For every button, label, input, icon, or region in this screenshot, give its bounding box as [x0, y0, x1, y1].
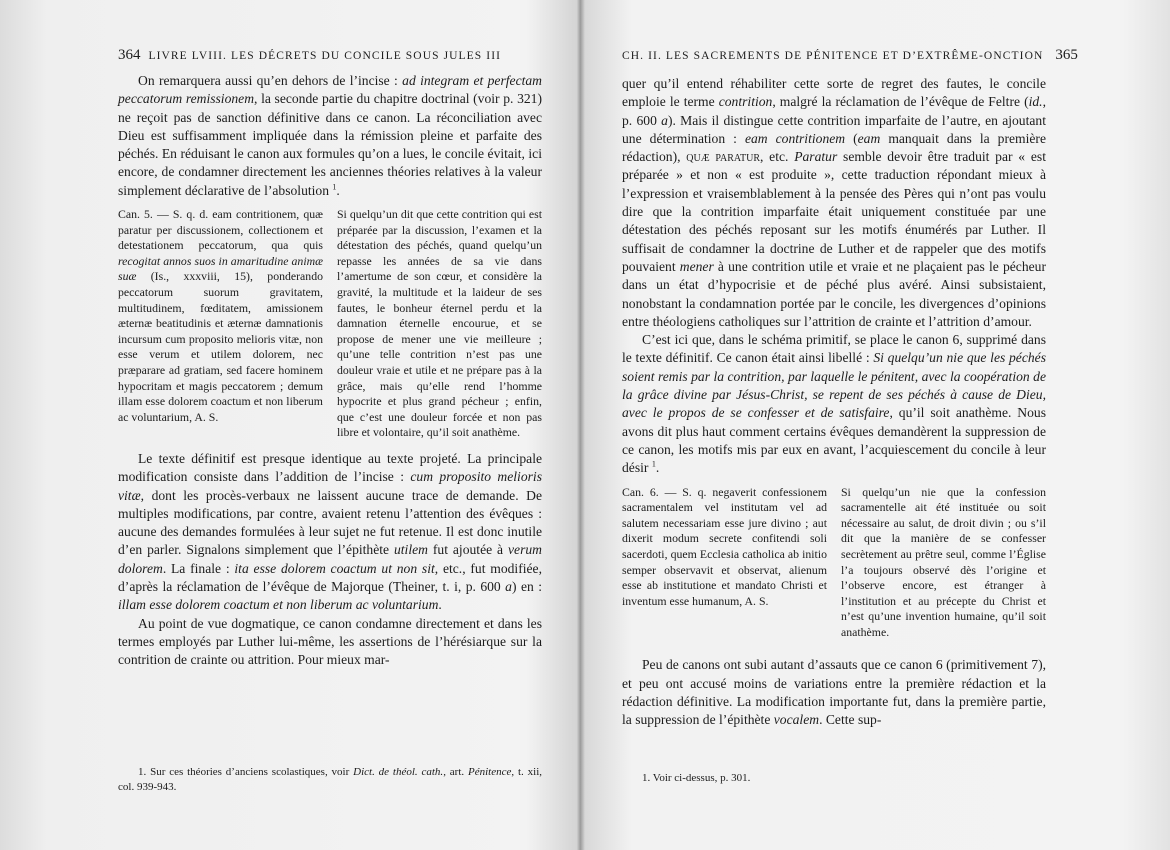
italic-run: a	[661, 112, 668, 128]
left-running-head-text: LIVRE LVIII. LES DÉCRETS DU CONCILE SOUS JULES III	[148, 50, 502, 62]
right-footnote	[622, 771, 1046, 786]
italic-run: Pénitence	[468, 766, 512, 778]
text-run: , qu’il soit anathème. Nous avons dit plus haut comment certains évêques demandèrent la suppression de ce canon, les motifs mis par eux en avant, l’acquiescement du concile à leur désir	[622, 405, 1046, 476]
left-footnote	[118, 765, 542, 795]
text-run: .	[655, 460, 660, 476]
text-run: quer qu’il entend réhabiliter cette sorte de regret des fautes, le concile emploie le terme	[622, 76, 1046, 110]
italic-run: ad integram et perfectam peccatorum remissionem	[118, 73, 542, 107]
italic-run: Paratur	[794, 149, 838, 165]
canon-5-latin	[118, 207, 323, 441]
text-run: , etc., fut modifiée, d’après la réclamation de l’évêque de Majorque (Theiner, t. i, p. 600	[118, 560, 542, 595]
text-run: (	[845, 130, 858, 146]
right-page	[584, 0, 1170, 850]
italic-run: verum dolorem	[118, 542, 542, 576]
right-paragraph-2	[622, 331, 1046, 477]
text-run: , malgré la réclamation de l’évêque de Feltre (	[772, 94, 1029, 110]
text-run: 1. Sur ces théories d’anciens scolastiques, voir	[138, 766, 354, 778]
text-run: .	[336, 182, 340, 198]
italic-run: vocalem	[773, 712, 820, 728]
text-run: Can. 5. — S. q. d. eam contritionem, quæ paratur per discussionem, collectionem et detestationem peccatorum, qua quis	[118, 207, 323, 253]
italic-run: recogitat annos suos in amaritudine animæ suæ	[118, 253, 323, 284]
italic-run: eam contritionem	[744, 130, 846, 146]
italic-run: a	[505, 579, 512, 595]
italic-run: mener	[679, 258, 714, 274]
text-run: .	[438, 597, 442, 613]
right-paragraph-1	[622, 75, 1046, 331]
small-caps-run: quæ paratur	[686, 149, 761, 165]
text-run: , p. 600	[622, 94, 1046, 128]
text-run: Le texte définitif est presque identique au texte projeté. La principale modification consiste dans l’addition de l’incise :	[118, 450, 542, 485]
right-running-head	[622, 47, 1078, 64]
footnote-ref: 1	[332, 182, 337, 192]
right-page-number: 365	[1055, 47, 1078, 63]
text-run: fut ajoutée à	[427, 542, 509, 558]
canon-6-french: Si quelqu’un nie que la confession sacramentelle ait été instituée ou soit nécessaire au salut, de droit divin ; ou s’il dit que la manière de se confesser secrètement au prêtre seul, comme l’Église l’a toujours observé dès l’origine et l’observe encore, est étranger à l’institution et au précepte du Christ et n’est qu’une invention humaine, qu’il soit anathème.	[841, 484, 1046, 639]
text-run: . Cette sup-	[819, 712, 882, 728]
text-run: , la seconde partie du chapitre doctrinal (voir p. 321) ne reçoit pas de sanction définitive dans ce canon. La réconciliation avec Dieu est suffisamment impliquée dans la rémission pleine et parfaite des péchés. En réduisant le canon aux formules qu’on a lues, le concile évitait, ici encore, de condamner directement les anciennes théories relatives à la valeur simplement déclarative de l’absolution	[118, 91, 542, 198]
text-run: , t. xii, col. 939-943.	[118, 766, 542, 793]
italic-run: eam	[857, 130, 881, 146]
italic-run: utilem	[393, 542, 428, 558]
left-page-number: 364	[118, 47, 141, 63]
left-page-body	[118, 72, 542, 670]
left-canon-block	[118, 207, 542, 441]
italic-run: contrition	[718, 94, 773, 110]
italic-run: illam esse dolorem coactum et non liberum ac voluntarium	[118, 597, 439, 613]
text-run: , art.	[443, 766, 468, 778]
text-run: ). Mais il distingue cette contrition imparfaite de l’autre, en ajoutant une détermination :	[622, 112, 1046, 146]
canon-6-latin: Can. 6. — S. q. negaverit confessionem sacramentalem vel institutam vel ad salutem necessariam esse jure divino ; aut dixerit modum secrete confitendi soli sacerdoti, quem Ecclesia catholica ab initio semper observavit et observat, alienum esse ab institutione et mandato Christi et inventum esse humanum, A. S.	[622, 484, 827, 608]
italic-run: Dict. de théol. cath.	[353, 766, 444, 778]
text-run: Peu de canons ont subi autant d’assauts que ce canon 6 (primitivement 7), et peu ont accusé moins de variations entre la première rédaction et la rédaction définitive. La modification importante fut, dans la première partie, la suppression de l’épithète	[622, 657, 1046, 728]
text-run: , etc.	[760, 149, 795, 165]
italic-run: id.	[1028, 94, 1043, 110]
left-running-head	[118, 47, 501, 64]
footnote-ref: 1	[651, 459, 656, 469]
right-footnote-text: 1. Voir ci-dessus, p. 301.	[642, 772, 751, 784]
text-run: On remarquera aussi qu’en dehors de l’incise :	[138, 73, 403, 88]
text-run: ) en :	[511, 579, 542, 595]
left-paragraph-3: Au point de vue dogmatique, ce canon condamne directement et dans les termes employés par Luther lui-même, les assertions de l’hérésiarque sur la contrition de crainte ou attrition. Pour mieux mar-	[118, 615, 542, 668]
left-paragraph-2	[118, 450, 542, 615]
left-footnote-text	[118, 765, 542, 795]
right-paragraph-3	[622, 656, 1046, 729]
right-running-head-text: CH. II. LES SACREMENTS DE PÉNITENCE ET D’EXTRÊME-ONCTION	[622, 50, 1044, 62]
text-run: semble devoir être traduit par « est préparée » et non « est produite », cette traduction répondant mieux à l’expression et vraisemblablement à la pensée des Pères qui n’ont pas voulu dire que la contrition imparfaite était uniquement constituée par une détestation des péchés reposant sur les motifs énumérés par Luther. Il suffisait de condamner la doctrine de Luther et de rappeler que des motifs pouvaient	[622, 149, 1046, 274]
text-run: à une contrition utile et vraie et ne plaçaient pas le pécheur dans un état d’hypocrisie et de péché plus avéré. Ainsi subsistaient, nonobstant la condamnation portée par le concile, les divergences d’opinions entre théologiens catholiques sur l’attrition de crainte et l’attrition d’amour.	[622, 258, 1046, 329]
text-run: manquait dans la première rédaction),	[622, 130, 1046, 165]
canon-5-french: Si quelqu’un dit que cette contrition qui est préparée par la discussion, l’examen et la détestation des péchés, quand quelqu’un repasse les années de sa vie dans l’amertume de son cœur, et considère la gravité, la multitude et la laideur de ses fautes, le bonheur éternel perdu et la damnation éternelle encourue, et se propose de mener une vie meilleure ; qu’une telle contrition n’est pas une douleur vraie et utile et ne prépare pas à la grâce, mais qu’elle rend l’homme hypocrite et plus grand pécheur ; enfin, que c’est une douleur forcée et non pas libre et volontaire, qu’il soit anathème.	[337, 207, 542, 440]
text-run: (Is., xxxviii, 15), ponderando peccatorum suorum gravitatem, multitudinem, fœditatem, amissionem æternæ beatitudinis et æternæ damnationis incursum cum proposito melioris vitæ, non esse verum et utilem dolorem, nec præparare ad gratiam, sed facere hominem hypocritam et magis peccatorem ; demum illam esse dolorem coactum et non liberum ac voluntarium, A. S.	[118, 269, 323, 424]
italic-run: ita esse dolorem coactum ut non sit	[234, 560, 435, 576]
italic-run: cum proposito melioris vitæ	[118, 469, 542, 503]
text-run: , dont les procès-verbaux ne laissent aucune trace de demande. De multiples modifications, par contre, avaient retenu l’attention des évêques : aucune des demandes formulées à leur sujet ne fut retenue. Il est donc inutile d’en parler. Signalons simplement que l’épithète	[118, 487, 542, 558]
left-paragraph-1	[118, 72, 542, 200]
italic-run: Si quelqu’un nie que les péchés soient remis par la contrition, par laquelle le pénitent, avec la coopération de la grâce divine par Jésus-Christ, se repent de ses péchés à cause de Dieu, avec le propos de se confesser et de satisfaire	[622, 350, 1046, 421]
right-page-body	[622, 75, 1046, 730]
left-page	[0, 0, 580, 850]
text-run: . La finale :	[162, 560, 235, 576]
text-run: C’est ici que, dans le schéma primitif, se place le canon 6, supprimé dans le texte définitif. Ce canon était ainsi libellé :	[622, 332, 1046, 366]
right-canon-block	[622, 485, 1046, 641]
